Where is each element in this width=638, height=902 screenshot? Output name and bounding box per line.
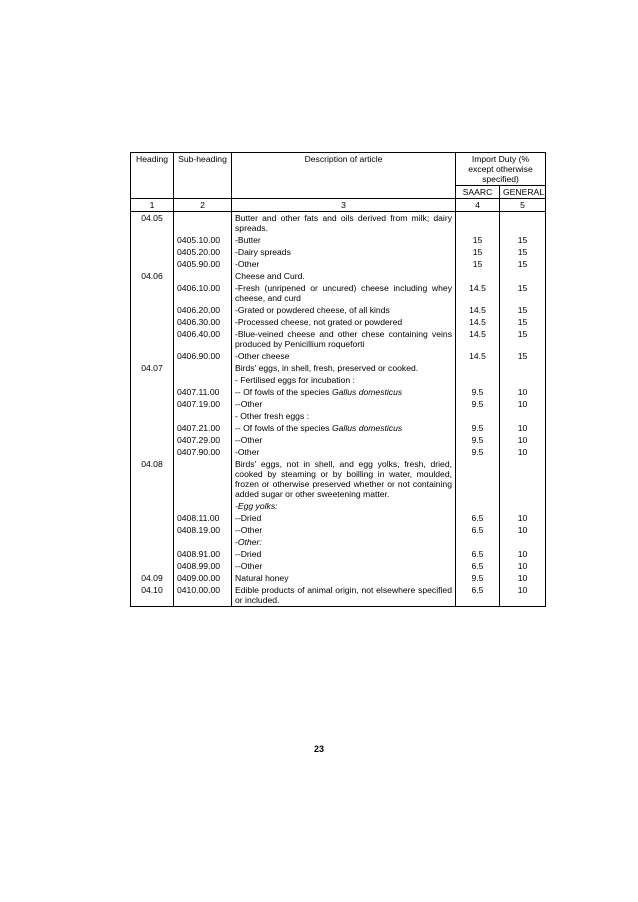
subheading-cell [174,270,232,282]
tariff-table [130,152,546,607]
description-cell: - Other fresh eggs : [232,410,456,422]
heading-cell [131,500,174,512]
general-duty-cell: 10 [500,524,546,536]
description-cell: -Other cheese [232,350,456,362]
table-row [131,328,546,350]
general-duty-cell: 10 [500,572,546,584]
saarc-duty-cell: 6.5 [456,524,500,536]
description-text: -- Of fowls of the species [235,387,332,397]
saarc-duty-cell: 14.5 [456,304,500,316]
general-duty-cell [500,500,546,512]
saarc-duty-cell: 9.5 [456,572,500,584]
subheading-cell: 0407.21.00 [174,422,232,434]
heading-cell [131,374,174,386]
subheading-cell [174,458,232,500]
saarc-duty-cell [456,374,500,386]
saarc-duty-cell: 15 [456,234,500,246]
table-row [131,316,546,328]
table-row [131,212,546,235]
description-cell: -Blue-veined cheese and other chese containing veins produced by Penicillium roqueforti [232,328,456,350]
heading-cell [131,350,174,362]
saarc-duty-cell: 9.5 [456,398,500,410]
description-cell: -Processed cheese, not grated or powdered [232,316,456,328]
description-cell: --Other [232,434,456,446]
heading-cell: 04.07 [131,362,174,374]
table-row [131,398,546,410]
saarc-duty-cell: 14.5 [456,282,500,304]
description-cell: --Dried [232,512,456,524]
saarc-duty-cell: 6.5 [456,584,500,607]
general-duty-cell [500,212,546,235]
general-duty-cell: 10 [500,422,546,434]
heading-cell [131,304,174,316]
table-row [131,512,546,524]
heading-cell [131,422,174,434]
table-row [131,374,546,386]
table-row [131,386,546,398]
table-row [131,536,546,548]
heading-cell [131,246,174,258]
heading-cell [131,536,174,548]
column-number: 5 [500,199,546,212]
heading-cell [131,258,174,270]
table-row [131,560,546,572]
saarc-duty-cell: 9.5 [456,386,500,398]
heading-cell [131,548,174,560]
description-cell: -Fresh (unripened or uncured) cheese including whey cheese, and curd [232,282,456,304]
heading-cell [131,398,174,410]
subheading-cell: 0408.99.00 [174,560,232,572]
saarc-duty-cell: 9.5 [456,434,500,446]
table-row [131,234,546,246]
subheading-cell: 0410.00.00 [174,584,232,607]
subheading-cell: 0407.90.00 [174,446,232,458]
saarc-duty-cell [456,410,500,422]
subheading-cell [174,374,232,386]
description-cell: -Grated or powdered cheese, of all kinds [232,304,456,316]
saarc-duty-cell: 9.5 [456,422,500,434]
description-cell: Butter and other fats and oils derived from milk; dairy spreads. [232,212,456,235]
heading-cell [131,386,174,398]
description-cell: Birds' eggs, not in shell, and egg yolks, fresh, dried, cooked by steaming or by boilling in water, moulded, frozen or otherwise preserved whether or not containing added sugar or other sweetening matter. [232,458,456,500]
description-cell: --Other [232,560,456,572]
general-duty-cell: 10 [500,386,546,398]
subheading-cell: 0405.90.00 [174,258,232,270]
subheading-cell [174,410,232,422]
header-subheading: Sub-heading [174,153,232,199]
table-row [131,270,546,282]
saarc-duty-cell [456,212,500,235]
description-cell: -Other: [232,536,456,548]
heading-cell [131,524,174,536]
subheading-cell: 0406.30.00 [174,316,232,328]
description-cell: Natural honey [232,572,456,584]
table-row [131,362,546,374]
heading-cell: 04.09 [131,572,174,584]
table-row [131,258,546,270]
description-cell: Birds' eggs, in shell, fresh, preserved or cooked. [232,362,456,374]
heading-cell [131,434,174,446]
heading-cell [131,512,174,524]
general-duty-cell: 15 [500,328,546,350]
header-description: Description of article [232,153,456,199]
description-cell: Cheese and Curd. [232,270,456,282]
general-duty-cell: 10 [500,584,546,607]
description-cell: Edible products of animal origin, not elsewhere specified or included. [232,584,456,607]
subheading-cell [174,362,232,374]
subheading-cell: 0406.90.00 [174,350,232,362]
general-duty-cell [500,536,546,548]
general-duty-cell: 15 [500,350,546,362]
saarc-duty-cell: 14.5 [456,316,500,328]
description-cell: -Other [232,258,456,270]
table-row [131,548,546,560]
table-row [131,584,546,607]
general-duty-cell: 15 [500,258,546,270]
table-row [131,422,546,434]
table-row [131,458,546,500]
saarc-duty-cell: 14.5 [456,350,500,362]
table-row [131,500,546,512]
subheading-cell [174,212,232,235]
saarc-duty-cell: 6.5 [456,548,500,560]
description-cell: --Other [232,524,456,536]
table-row [131,304,546,316]
saarc-duty-cell [456,270,500,282]
general-duty-cell: 15 [500,234,546,246]
general-duty-cell: 15 [500,282,546,304]
species-name: Gallus domesticus [331,423,403,433]
general-duty-cell [500,374,546,386]
column-number: 2 [174,199,232,212]
heading-cell: 04.08 [131,458,174,500]
subheading-cell: 0408.19.00 [174,524,232,536]
description-cell: -Other [232,446,456,458]
header-saarc: SAARC [456,186,500,199]
table-row [131,282,546,304]
heading-cell: 04.05 [131,212,174,235]
subheading-cell: 0408.11.00 [174,512,232,524]
general-duty-cell [500,362,546,374]
saarc-duty-cell: 6.5 [456,560,500,572]
heading-cell [131,410,174,422]
saarc-duty-cell [456,458,500,500]
description-text: -- Of fowls of the species [235,423,332,433]
page-number: 23 [313,744,324,754]
general-duty-cell: 10 [500,434,546,446]
heading-cell [131,282,174,304]
column-number: 3 [232,199,456,212]
general-duty-cell: 10 [500,512,546,524]
general-duty-cell [500,458,546,500]
heading-cell [131,234,174,246]
description-cell: - Fertilised eggs for incubation : [232,374,456,386]
saarc-duty-cell: 14.5 [456,328,500,350]
column-number: 4 [456,199,500,212]
description-cell [232,386,456,398]
table-row [131,446,546,458]
description-cell: -Egg yolks: [232,500,456,512]
header-import-duty: Import Duty (% except otherwise specified) [456,153,546,186]
table-header [131,153,546,212]
subheading-cell: 0407.19.00 [174,398,232,410]
heading-cell [131,446,174,458]
subheading-cell: 0407.29.00 [174,434,232,446]
heading-cell [131,328,174,350]
description-cell: --Other [232,398,456,410]
species-name: Gallus domesticus [331,387,403,397]
column-number: 1 [131,199,174,212]
header-heading: Heading [131,153,174,199]
subheading-cell: 0409.00.00 [174,572,232,584]
general-duty-cell: 10 [500,548,546,560]
subheading-cell: 0405.20.00 [174,246,232,258]
table-row [131,246,546,258]
saarc-duty-cell: 6.5 [456,512,500,524]
saarc-duty-cell [456,362,500,374]
general-duty-cell: 15 [500,316,546,328]
table-body [131,212,546,607]
table-row [131,524,546,536]
general-duty-cell: 15 [500,246,546,258]
header-general: GENERAL [500,186,546,199]
description-cell [232,422,456,434]
subheading-cell [174,500,232,512]
table-row [131,350,546,362]
general-duty-cell [500,270,546,282]
table-row [131,434,546,446]
saarc-duty-cell: 15 [456,258,500,270]
table-row [131,410,546,422]
general-duty-cell: 10 [500,446,546,458]
subheading-cell: 0406.10.00 [174,282,232,304]
subheading-cell: 0405.10.00 [174,234,232,246]
heading-cell: 04.06 [131,270,174,282]
saarc-duty-cell: 9.5 [456,446,500,458]
description-cell: -Butter [232,234,456,246]
saarc-duty-cell [456,500,500,512]
table-row [131,572,546,584]
description-cell: -Dairy spreads [232,246,456,258]
saarc-duty-cell: 15 [456,246,500,258]
description-cell: --Dried [232,548,456,560]
subheading-cell [174,536,232,548]
subheading-cell: 0407.11.00 [174,386,232,398]
heading-cell: 04.10 [131,584,174,607]
general-duty-cell: 10 [500,560,546,572]
general-duty-cell: 10 [500,398,546,410]
general-duty-cell: 15 [500,304,546,316]
subheading-cell: 0406.20.00 [174,304,232,316]
heading-cell [131,316,174,328]
general-duty-cell [500,410,546,422]
heading-cell [131,560,174,572]
saarc-duty-cell [456,536,500,548]
subheading-cell: 0408.91.00 [174,548,232,560]
subheading-cell: 0406.40.00 [174,328,232,350]
